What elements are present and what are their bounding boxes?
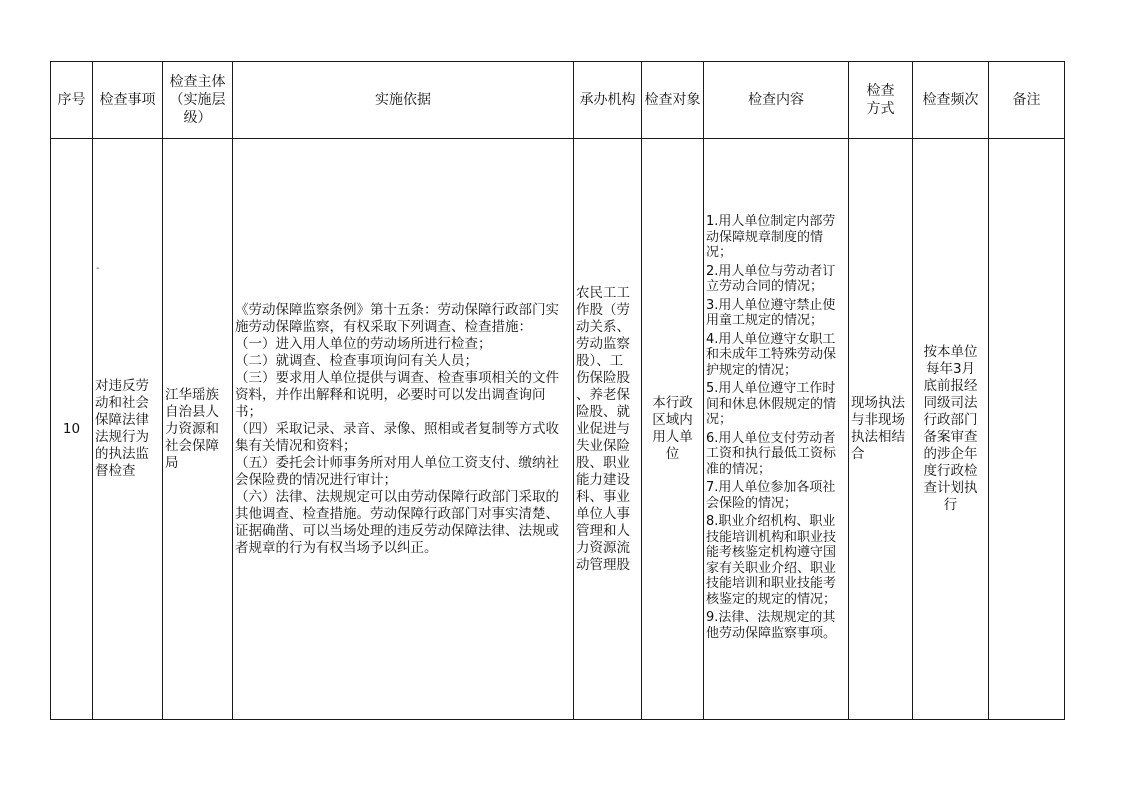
header-frequency: 检查频次 (913, 62, 989, 139)
cell-item: 对违反劳 动和社会 保障法律 法规行为 的执法监 督检查 (93, 139, 163, 720)
content-item: 6.用人单位支付劳动者工资和执行最低工资标准的情况； (706, 430, 837, 477)
content-item: 2.用人单位与劳动者订立劳动合同的情况； (706, 263, 836, 294)
header-item: 检查事项 (93, 62, 163, 139)
content-item: 5.用人单位遵守工作时间和休息休假规定的情况； (706, 381, 837, 427)
cell-target: 本行政 区域内 用人单 位 (642, 139, 704, 720)
cell-subject: 江华瑶族 自治县人 力资源和 社会保障 局 (163, 139, 233, 720)
header-method: 检查 方式 (849, 62, 913, 139)
cell-seq: 10 (51, 139, 93, 720)
cell-content (704, 139, 849, 720)
basis-line: （四）采取记录、录音、录像、照相或者复制等方式收集有关情况和资料； (235, 420, 559, 454)
basis-text (233, 302, 573, 557)
header-basis: 实施依据 (233, 62, 574, 139)
table-row (51, 139, 1065, 720)
basis-line: （六）法律、法规规定可以由劳动保障行政部门采取的其他调查、检查措施。劳动保障行政部门对事实清楚、证据确凿、可以当场处理的违反劳动保障法律、法规或者规章的行为有权当场予以纠正。 (235, 488, 559, 556)
content-item: 1.用人单位制定内部劳动保障规章制度的情况； (706, 214, 836, 260)
basis-line: （三）要求用人单位提供与调查、检查事项相关的文件资料，并作出解释和说明，必要时可以发出调查询问书； (235, 369, 559, 420)
header-content: 检查内容 (704, 62, 849, 139)
cell-frequency: 按本单位 每年3月 底前报经 同级司法 行政部门 备案审查 的涉企年 度行政检 查计划执 行 (913, 139, 989, 720)
content-item: 4.用人单位遵守女职工和未成年工特殊劳动保护规定的情况； (706, 331, 837, 378)
basis-line: （五）委托会计师事务所对用人单位工资支付、缴纳社会保险费的情况进行审计； (235, 454, 559, 488)
cell-method: 现场执法 与非现场 执法相结 合 (849, 139, 913, 720)
stray-mark: - (96, 263, 100, 274)
content-list (704, 214, 848, 641)
basis-line: 《劳动保障监察条例》第十五条：劳动保障行政部门实施劳动保障监察，有权采取下列调查、检查措施： (235, 301, 559, 335)
header-subject: 检查主体 （实施层 级） (163, 62, 233, 139)
content-item: 7.用人单位参加各项社会保险的情况； (706, 480, 836, 511)
cell-basis (233, 139, 574, 720)
content-item: 8.职业介绍机构、职业技能培训机构和职业技能考核鉴定机构遵守国家有关职业介绍、职业技能培训和职业技能考核鉴定的规定的情况； (706, 514, 837, 607)
header-seq: 序号 (51, 62, 93, 139)
cell-agency: 农民工工 作股（劳 动关系、 劳动监察 股）、工 伤保险股 、养老保 险股、就 业促进与 失业保险 股、职业 能力建设 科、事业 单位人事 管理和人 力资源流 动管理股 (574, 139, 642, 720)
inspection-table (50, 61, 1065, 720)
content-item: 3.用人单位遵守禁止使用童工规定的情况； (706, 297, 836, 328)
basis-line: （二）就调查、检查事项询问有关人员； (235, 352, 478, 369)
content-item: 9.法律、法规规定的其他劳动保障监察事项。 (706, 610, 837, 641)
basis-line: （一）进入用人单位的劳动场所进行检查； (235, 335, 492, 352)
cell-remark (989, 139, 1065, 720)
header-remark: 备注 (989, 62, 1065, 139)
header-target: 检查对象 (642, 62, 704, 139)
header-row (51, 62, 1065, 139)
header-agency: 承办机构 (574, 62, 642, 139)
